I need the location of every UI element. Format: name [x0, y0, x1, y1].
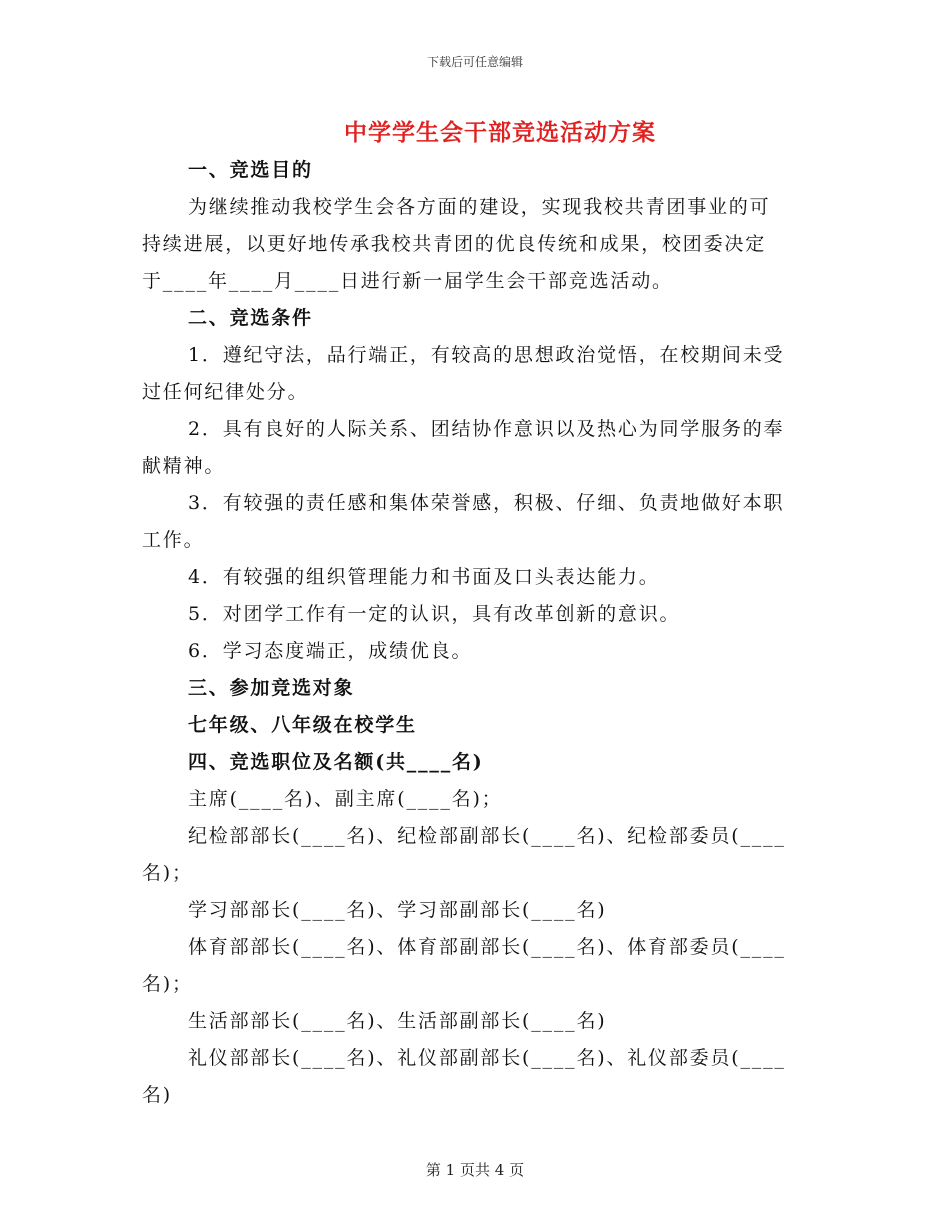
body-text-line: 生活部部长(____名)、生活部副部长(____名): [188, 1010, 607, 1032]
body-text-line: 1．遵纪守法，品行端正，有较高的思想政治觉悟，在校期间未受: [188, 344, 785, 366]
body-text-line: 名)；: [142, 973, 193, 995]
body-text-line: 礼仪部部长(____名)、礼仪部副部长(____名)、礼仪部委员(____: [188, 1047, 786, 1069]
page-footer: 第 1 页共 4 页: [425, 1161, 525, 1179]
body-text-line: 主席(____名)、副主席(____名)；: [188, 788, 503, 810]
document-title: 中学学生会干部竞选活动方案: [344, 119, 656, 146]
section-heading: 二、竞选条件: [188, 307, 313, 329]
header-note: 下载后可任意编辑: [426, 55, 523, 69]
body-text-line: 4．有较强的组织管理能力和书面及口头表达能力。: [188, 566, 660, 588]
body-text-line: 学习部部长(____名)、学习部副部长(____名): [188, 899, 607, 921]
section-heading: 一、竞选目的: [188, 159, 313, 181]
body-text-line: 工作。: [142, 529, 205, 551]
document-body: [142, 152, 808, 1114]
section-heading: 三、参加竞选对象: [188, 677, 355, 699]
body-text-line: 3．有较强的责任感和集体荣誉感，积极、仔细、负责地做好本职: [188, 492, 785, 514]
body-text-line: 2．具有良好的人际关系、团结协作意识以及热心为同学服务的奉: [188, 418, 785, 440]
body-text-line: 持续进展，以更好地传承我校共青团的优良传统和成果，校团委决定: [142, 233, 767, 255]
body-text-line: 献精神。: [142, 455, 226, 477]
body-text-line: 6．学习态度端正，成绩优良。: [188, 640, 473, 662]
body-text-line: 名): [142, 1084, 173, 1106]
body-text-line: 过任何纪律处分。: [142, 381, 309, 403]
section-heading: 七年级、八年级在校学生: [188, 714, 417, 736]
body-text-line: 于____年____月____日进行新一届学生会干部竞选活动。: [142, 270, 673, 292]
body-text-line: 为继续推动我校学生会各方面的建设，实现我校共青团事业的可: [188, 196, 771, 218]
body-text-line: 5．对团学工作有一定的认识，具有改革创新的意识。: [188, 603, 681, 625]
body-text-line: 名)；: [142, 862, 193, 884]
body-text-line: 体育部部长(____名)、体育部副部长(____名)、体育部委员(____: [188, 936, 786, 958]
body-text-line: 纪检部部长(____名)、纪检部副部长(____名)、纪检部委员(____: [188, 825, 786, 847]
section-heading: 四、竞选职位及名额(共____名): [188, 751, 484, 773]
